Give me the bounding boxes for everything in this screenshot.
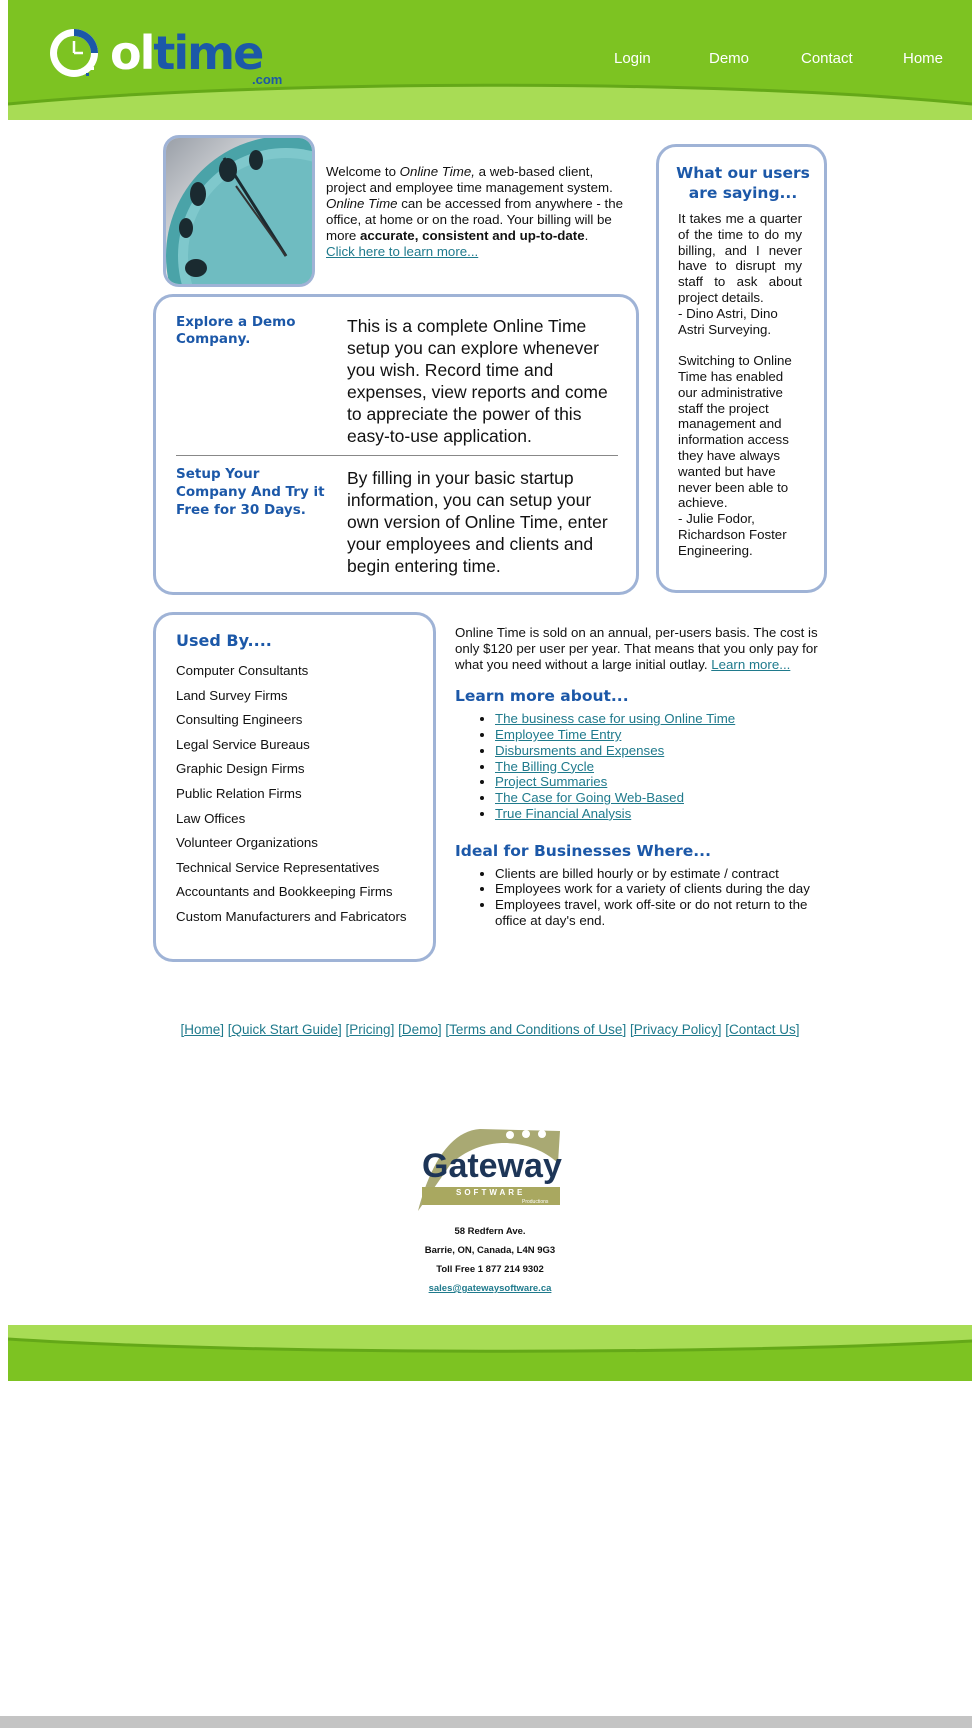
learn-link-disbursements[interactable]: Disbursments and Expenses [495,742,665,758]
list-item: Legal Service Bureaus [176,736,310,752]
learn-link-billing-cycle[interactable]: The Billing Cycle [495,758,595,774]
nav-login[interactable]: Login [614,50,651,67]
learn-link-web-based[interactable]: The Case for Going Web-Based [495,790,684,806]
footer-link-demo[interactable]: Demo [401,1022,438,1037]
clock-photo [163,135,315,287]
list-item: Graphic Design Firms [176,761,305,777]
list-item [495,806,827,822]
intro-paragraph [326,164,632,260]
list-item: Public Relation Firms [176,785,302,801]
logo-domain: .com [252,72,283,87]
intro-text [326,164,632,260]
demo-box [153,294,639,595]
testimonial-quote: It takes me a quarter of the time to do my billing, and I never have to disrupt my staff to ask about project details. [678,211,802,305]
logo-suffix: time [153,26,263,80]
learn-more-link[interactable]: Click here to learn more... [326,244,479,259]
footer-link-privacy[interactable]: Privacy Policy [633,1022,718,1037]
footer-banner [8,1325,972,1381]
setup-company-link[interactable]: Setup Your Company And Try it Free for 30 Days. [176,466,325,518]
pricing-sentence: Online Time is sold on an annual, per-users basis. The cost is only $120 per user per year. That means that you only pay for what you need without a large initial outlay. [455,625,818,672]
clock-logo-icon [46,25,106,85]
list-item: Law Offices [176,810,246,826]
nav-demo[interactable]: Demo [709,50,750,67]
intro-part: a web-based client, project and employee time management system. [326,164,613,195]
clock-face-icon [166,138,312,284]
list-item: Consulting Engineers [176,712,303,728]
intro-part: Online Time, [399,164,475,179]
pricing-text [455,625,827,672]
testimonial-author: - Julie Fodor, Richardson Foster Engineering. [678,511,787,558]
list-item [495,727,827,743]
intro-part: Welcome to [326,164,400,179]
list-item: • Employees work for a variety of clients during the day [495,881,827,897]
company-address [0,1222,972,1298]
list-item [495,743,827,759]
testimonials-box [656,144,827,593]
footer-link-quick-start[interactable]: Quick Start Guide [231,1022,339,1037]
list-item: Technical Service Representatives [176,859,380,875]
gateway-tiny: Productions [522,1199,549,1205]
footer-link-home[interactable]: Home [184,1022,221,1037]
ideal-list [455,866,827,929]
oltime-logo[interactable] [46,22,286,92]
footer-link-terms[interactable]: Terms and Conditions of Use [449,1022,623,1037]
email-link[interactable]: sales@gatewaysoftware.ca [428,1283,552,1294]
intro-bold: accurate, consistent and up-to-date [360,228,585,243]
divider [176,455,618,456]
ideal-title: Ideal for Businesses Where... [455,841,711,860]
list-item: • Employees travel, work off-site or do not return to the office at day's end. [495,897,827,929]
demo-description: This is a complete Online Time setup you can explore whenever you wish. Record time and expenses, view reports and come to appreciate the power of this easy-to-use application. [347,316,608,446]
address-street: 58 Redfern Ave. [454,1226,526,1237]
list-item: Accountants and Bookkeeping Firms [176,884,393,900]
learn-link-time-entry[interactable]: Employee Time Entry [495,726,622,742]
testimonial-quote: Switching to Online Time has enabled our administrative staff the project management and information access they have always wanted but have never been able to achieve. [678,353,792,511]
learn-link-financial-analysis[interactable]: True Financial Analysis [495,805,632,821]
intro-part: . [584,228,589,243]
list-item [495,790,827,806]
list-item [495,774,827,790]
gateway-swoosh-icon [410,1125,570,1211]
list-item: Land Survey Firms [176,687,288,703]
testimonial-author: - Dino Astri, Dino Astri Surveying. [678,305,778,337]
list-item: Volunteer Organizations [176,835,318,851]
intro-part: Online Time [326,196,398,211]
used-by-list [176,663,416,934]
pricing-learn-more-link[interactable]: Learn more... [711,656,791,672]
nav-contact[interactable]: Contact [801,50,853,67]
gateway-name: Gateway [422,1147,562,1185]
header-banner [8,0,972,120]
nav-home[interactable]: Home [903,50,944,67]
list-item [495,759,827,775]
logo-prefix: ol [110,26,154,80]
gateway-logo[interactable] [410,1125,570,1211]
used-by-box [153,612,436,962]
learn-link-project-summaries[interactable]: Project Summaries [495,774,608,790]
footer-link-contact[interactable]: Contact Us [729,1022,796,1037]
footer-link-pricing[interactable]: Pricing [349,1022,391,1037]
setup-description: By filling in your basic startup information, you can setup your own version of Online Time, enter your employees and clients and begin entering time. [347,468,608,576]
logo-wordmark [110,28,262,78]
list-item [495,711,827,727]
learn-more-list [455,711,827,822]
info-column [455,625,827,929]
footer-links: [Home] [Quick Start Guide] [Pricing] [Demo] [Terms and Conditions of Use] [Privacy Policy] [Contact Us] [180,1022,800,1037]
address-phone: Toll Free 1 877 214 9302 [436,1264,544,1275]
list-item: • Clients are billed hourly or by estimate / contract [495,866,827,882]
address-city: Barrie, ON, Canada, L4N 9G3 [424,1245,556,1256]
learn-link-business-case[interactable]: The business case for using Online Time [495,711,736,727]
list-item: Computer Consultants [176,663,309,678]
gateway-sub: SOFTWARE [456,1188,526,1197]
used-by-title: Used By.... [176,631,272,650]
horizontal-scrollbar[interactable] [0,1716,972,1728]
explore-demo-link[interactable]: Explore a Demo Company. [176,314,296,347]
testimonials-text [678,211,802,559]
list-item: Custom Manufacturers and Fabricators [176,908,407,924]
learn-more-title: Learn more about... [455,687,629,706]
footer-wave [8,1325,972,1381]
testimonials-title: What our users are saying... [676,164,810,202]
intro-part: can be accessed from anywhere - the office, at home or on the road. Your billing will be more [326,196,623,243]
